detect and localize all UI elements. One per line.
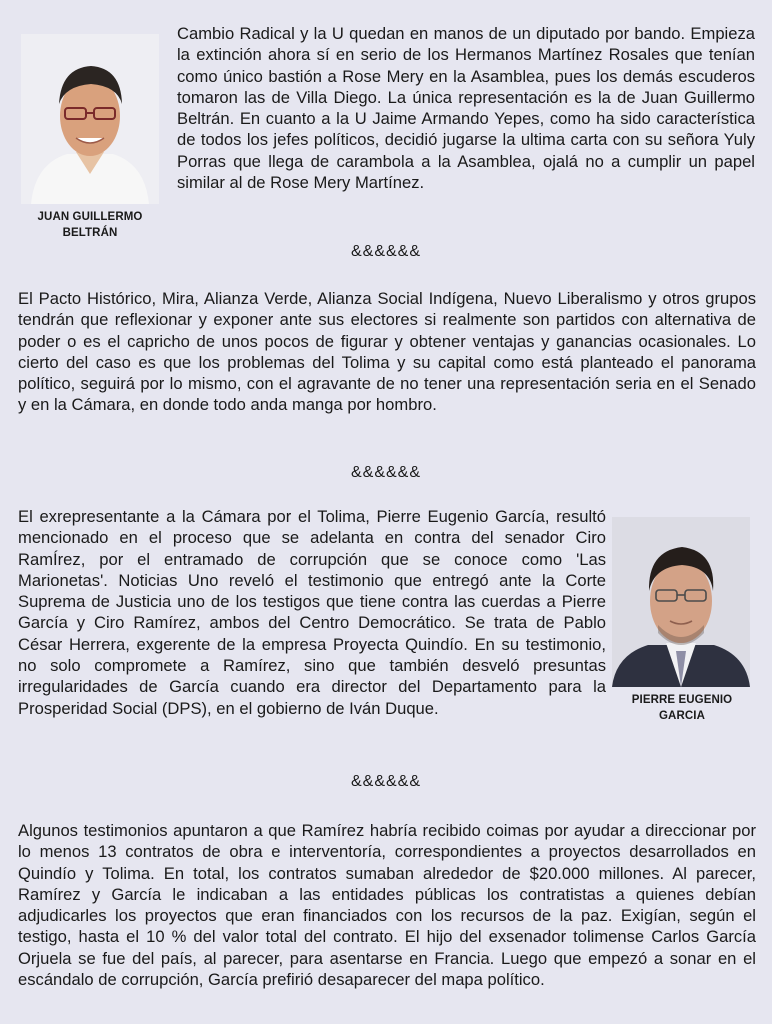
photo-float-spacer bbox=[606, 506, 756, 719]
section-separator-2: &&&&&& bbox=[350, 464, 422, 481]
paragraph-3-text: El exrepresentante a la Cámara por el Tolima, Pierre Eugenio García, resultó mencionado en el proceso que se adelanta en contra del senador Ciro RamÍrez, por el entramado de corrupción que se conoce como 'Las Marionetas'. Noticias Uno reveló el testimonio que entregó ante la Corte Suprema de Justicia uno de los testigos que tiene contra las cuerdas a Pierre García y Ciro Ramírez, ambos del Centro Democrático. Se trata de Pablo César Herrera, exgerente de la empresa Proyecta Quindío. En su testimonio, no solo compromete a Ramírez, sino que también desveló presuntas irregularidades de García cuando era director del Departamento para la Prosperidad Social (DPS), en el gobierno de Iván Duque. bbox=[18, 507, 606, 718]
photo-juan-guillermo-beltran bbox=[21, 34, 159, 204]
caption-line-1: JUAN GUILLERMO bbox=[37, 211, 143, 223]
paragraph-4: Algunos testimonios apuntaron a que Ramírez habría recibido coimas por ayudar a direccionar por lo menos 13 contratos de obra e interventoría, correspondientes a proyectos desarrollados en Quindío y Tolima. En total, los contratos sumaban alrededor de $20.000 millones. Al parecer, Ramírez y García le indicaban a las entidades públicas los contratistas a quienes debían adjudicarles los proyectos que eran financiados con los recursos de la paz. Exigían, según el testigo, hasta el 10 % del valor total del contrato. El hijo del exsenador tolimense Carlos García Orjuela se fue del país, al parecer, para asentarse en Francia. Luego que empezó a sonar en el escándalo de corrupción, García prefirió desaparecer del mapa político. bbox=[18, 821, 756, 990]
paragraph-2: El Pacto Histórico, Mira, Alianza Verde, Alianza Social Indígena, Nuevo Liberalismo y otros grupos tendrán que reflexionar y exponer ante sus electores si realmente son partidos con alternativa de poder o es el capricho de unos pocos de figurar y obtener ventajas y ganancias ocasionales. Lo cierto del caso es que los problemas del Tolima y su capital como está planteado el panorama político, seguirá por lo mismo, con el agravante de no tener una representación seria en el Senado y en la Cámara, en donde todo anda manga por hombro. bbox=[18, 289, 756, 415]
paragraph-1: Cambio Radical y la U quedan en manos de un diputado por bando. Empieza la extinción ahora sí en serio de los Hermanos Martínez Rosales que tenían como único bastión a Rose Mery en la Asamblea, pues los demás escuderos tomaron las de Villa Diego. La única representación es la de Juan Guillermo Beltrán. En cuanto a la U Jaime Armando Yepes, como ha sido característica de todos los jefes políticos, decidió jugarse la ultima carta con su señora Yuly Porras que llega de carambola a la Asamblea, ojalá no a cumplir un papel similar al de Rose Mery Martínez. bbox=[177, 24, 755, 193]
section-separator-1: &&&&&& bbox=[350, 243, 422, 260]
caption-line-2: BELTRÁN bbox=[62, 227, 118, 239]
photo-caption-juan-guillermo-beltran bbox=[14, 209, 166, 241]
paragraph-3 bbox=[18, 506, 756, 719]
caption-line-2: GARCIA bbox=[659, 710, 705, 722]
caption-line-1: PIERRE EUGENIO bbox=[631, 694, 733, 706]
section-separator-3: &&&&&& bbox=[350, 773, 422, 790]
portrait-photo-icon bbox=[21, 34, 159, 204]
